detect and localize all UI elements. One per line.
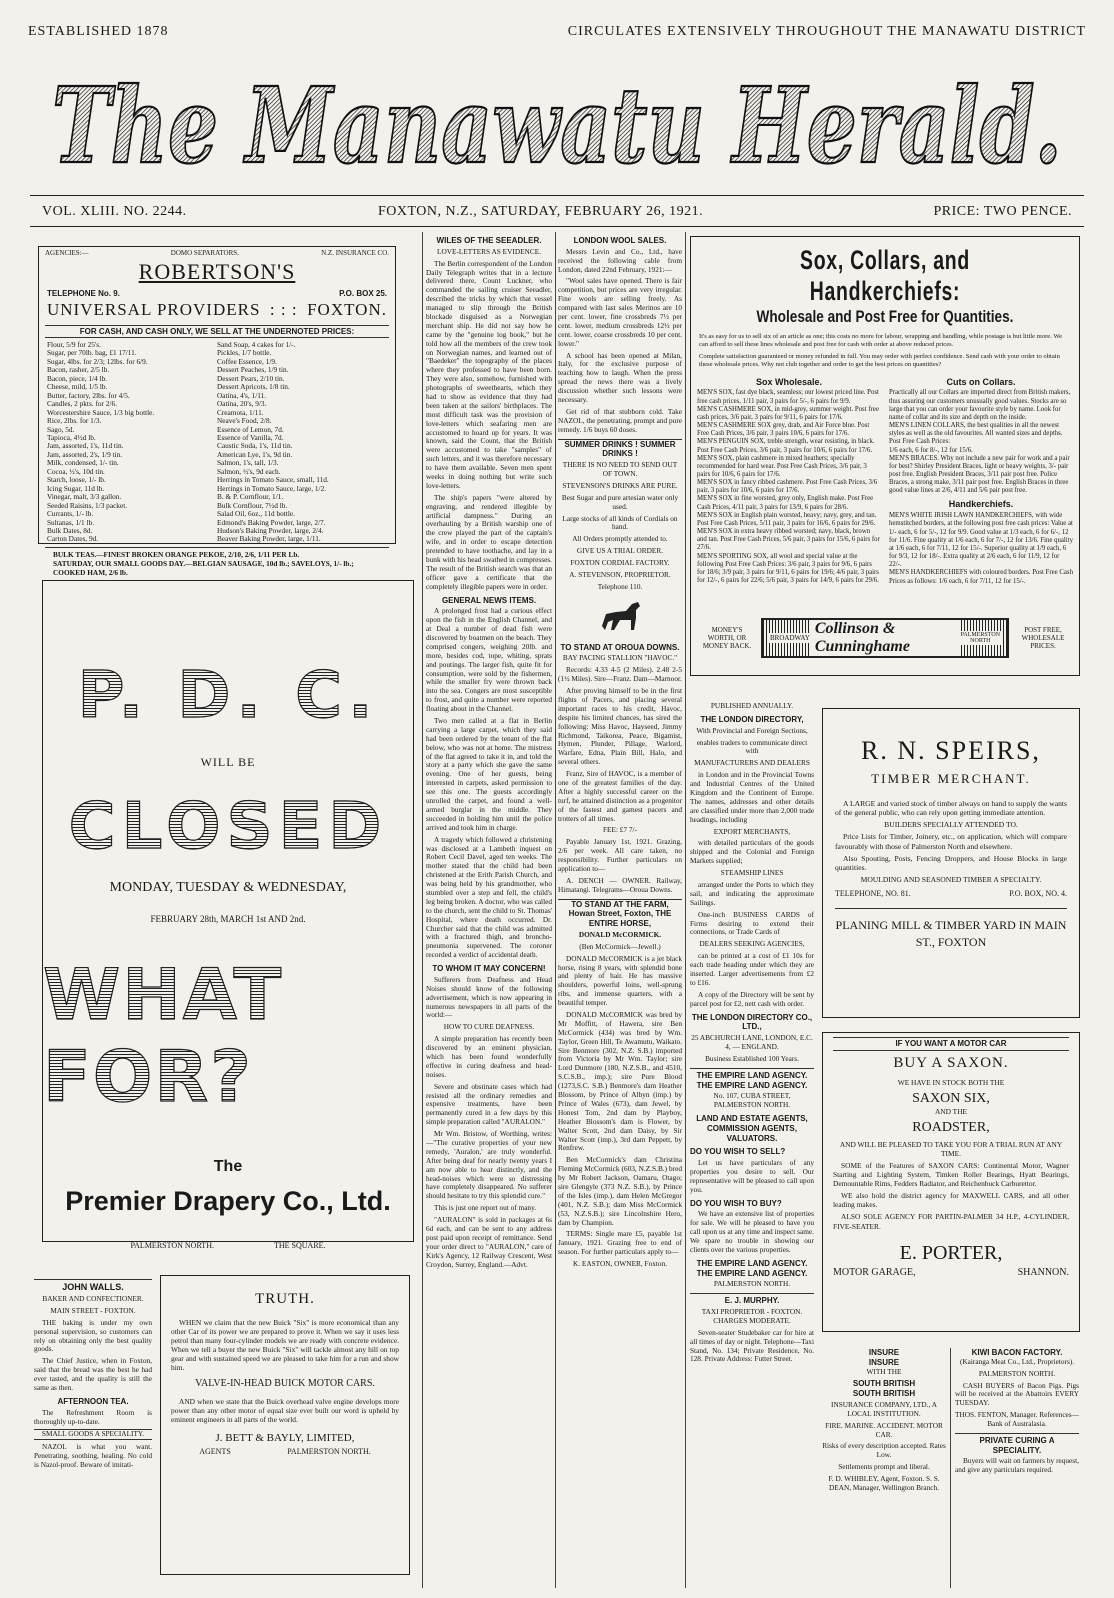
article-para: Messrs Levin and Co., Ltd., have received the following cable from London, dated 22nd February, 1921:— [558, 246, 682, 274]
ad-line: INSURANCE COMPANY, LTD., A LOCAL INSTITUTION. [831, 1399, 937, 1418]
private-curing: PRIVATE CURING A SPECIALITY. [955, 1433, 1079, 1456]
bett-bayly: J. BETT & BAYLY, LIMITED, [215, 1431, 355, 1444]
article-para: "Wool sales have opened. There is fair competition, but prices are very irregular. Fine wools are selling freely. As compared with last sales Merinos are 10 per cent. lower, fine crossbreds 7½ per cent. lower, medium crossbreds 12½ per cent. lower, coarse crossbreds 10 per cent. lower." [558, 276, 682, 348]
ad-line: PUBLISHED ANNUALLY. [710, 702, 794, 710]
planing-mill: PLANING MILL & TIMBER YARD IN MAIN ST., FOXTON [835, 908, 1067, 949]
motor-garage: MOTOR GARAGE, [833, 1266, 916, 1278]
ad-para: can be printed at a cost of £1 10s for each trade heading under which they are inserted. Larger advertisements from £2 to £16. [690, 951, 814, 987]
article-para: Get rid of that stubborn cold. Take NAZOL, the penetrating, prompt and pure remedy. 1/6 buys 60 doses. [558, 406, 682, 434]
ad-line: TAXI PROPRIETOR - FOXTON. CHARGES MODERATE. [701, 1306, 803, 1325]
article-para: After proving himself to be in the first flights of Pacers, and placing several important races to his credit, Havoc, despite his limited chances, has sired the following: Miss Havoc, Hayseed, Jimmy Richmond, Taikorea, Peace, Bigamist, Hymen, Plunder, Pillage, Warlord, Warfare, Edna, Plain Bill, Halo, and several others. [558, 686, 682, 767]
premier-drapery: Premier Drapery Co., Ltd. [65, 1186, 391, 1216]
saxon-para: WE also hold the district agency for MAXWELL CARS, and all other leading makes. [833, 1191, 1069, 1210]
south-british: SOUTH BRITISH [852, 1379, 916, 1389]
sell-heading: DO YOU WISH TO SELL? [690, 1147, 786, 1157]
ad-para: arranged under the Ports to which they sail, and indicating the approximate Sailings. [690, 880, 814, 907]
money-back: MONEY'S WORTH, OR MONEY BACK. [702, 626, 752, 650]
pdc-title: P. D. C. [77, 659, 379, 733]
ad-line: With Provincial and Foreign Sections, [696, 725, 808, 735]
column-rule [685, 232, 686, 1588]
handkerchiefs-list: MEN'S WHITE IRISH LAWN HANDKERCHIEFS, with wide hemstitched borders, at the following post free cash prices: Value at 1/- each, 6 for 5/-, 12 for 9/9. Good value at 1/3 each, 6 for 6/-, 12 for 11/6. Fine quality at 1/6 each, 6 for 7/-, 12 for 13/6. Fine quality at 1/6 each, 6 for 7/11, 12 for 15/-. Superior quality at 1/9 each, 6 for 9/3, 12 for 18/-. Extra quality at 2/6 each, 6 for 11/9, 12 for 22/-. MEN'S HANDKERCHIEFS with coloured borders. Post Free Cash Prices as follows: 1/6 each, 6 for 7/11, 12 for 15/-. [889, 512, 1073, 585]
article-para: "AURALON" is sold in packages at 6s 6d each, and can be sent to any address post paid upon receipt of remittance. Send your order direct to "AURALON," care of Kirk's Agency, 12 Railway Crescent, West Croydon, Surrey, England.—Advt. [426, 1215, 552, 1269]
speirs-trade: TIMBER MERCHANT. [871, 770, 1031, 786]
valve-heading: VALVE-IN-HEAD BUICK MOTOR CARS. [195, 1378, 375, 1390]
insure-line: INSURE [868, 1348, 900, 1357]
cash-heading: FOR CASH, AND CASH ONLY, WE SELL AT THE UNDERNOTED PRICES: [45, 325, 389, 338]
ad-para: in London and in the Provincial Towns and Industrial Centres of the United Kingdom and the Continent of Europe. The names, addresses and other details are classified under more than 2,000 trade headings, including [690, 770, 814, 824]
speirs-telephone: TELEPHONE, NO. 81. [835, 888, 911, 898]
speirs-para: Also Spouting, Posts, Fencing Droppers, and House Blocks in large quantities. [835, 853, 1067, 873]
dateline [42, 204, 1072, 226]
saxon-heading: IF YOU WANT A MOTOR CAR [833, 1037, 1069, 1051]
insurance-label: N.Z. INSURANCE CO. [321, 249, 389, 257]
ad-line: MANUFACTURERS AND DEALERS [694, 758, 810, 768]
empire-heading: THE EMPIRE LAND AGENCY. THE EMPIRE LAND AGENCY. [690, 1068, 814, 1091]
shannon: SHANNON. [1017, 1266, 1069, 1278]
collinson-logo [761, 618, 1009, 658]
afternoon-tea: AFTERNOON TEA. [57, 1396, 129, 1406]
article-para: This is just one report out of many. [434, 1203, 537, 1213]
john-walls-advert [34, 1275, 152, 1585]
ad-line: All Orders promptly attended to. [572, 534, 668, 544]
article-para: A school has been opened at Milan, Italy, for the exclusive purpose of teaching how to laugh. When the press spread the news there was a lively discussion whether such lessons were necessary. [558, 350, 682, 404]
walls-para: The Chief Justice, when in Foxton, said that the bread was the best he had ever tasted, and the quality is still the same as then. [34, 1356, 152, 1392]
ad-line: (Kairanga Meat Co., Ltd., Proprietors). [959, 1356, 1075, 1366]
owner: K. EASTON, OWNER, Foxton. [572, 1259, 668, 1269]
the-square: THE SQUARE. [273, 1241, 326, 1250]
ad-line: STEVENSON'S DRINKS ARE PURE. [562, 480, 678, 490]
article-para: Sufferers from Deafness and Head Noises should know of the following advertisement, which is now appearing in numerous newspapers in all parts of the world:— [426, 974, 552, 1020]
handkerchiefs-heading: Handkerchiefs. [948, 499, 1014, 510]
newspaper-title [40, 62, 1074, 192]
price: PRICE: TWO PENCE. [933, 204, 1072, 219]
logo-text: Collinson & Cunninghame [811, 620, 960, 656]
telephone-number: TELEPHONE No. 9. [47, 289, 120, 298]
ad-line: enables traders to communicate direct with [696, 737, 808, 756]
saxon-line: WE HAVE IN STOCK BOTH THE [897, 1078, 1005, 1088]
price-list-left: Flour, 5/9 for 25's. Sugar, per 70lb. bag, £1 17/11. Sugar, 4lbs. for 2/3; 12lbs. for 6/9. Bacon, rasher, 2/5 lb. Bacon, piece, 1/4 lb. Cheese, mild, 1/5 lb. Butter, factory, 2lbs. for 4/5. Candles, 2 pkts. for 2/6. Worcestershire Sauce, 1/3 big bottle. Rice, 2lbs. for 1/3. Sago, 5d. Tapioca, 4½d lb. Jam, assorted, 1's, 11d tin. Jam, assorted, 2's, 1/9 tin. Milk, condensed, 1/- tin. Cocoa, ½'s, 10d tin. Starch, loose, 1/- lb. Icing Sugar, 11d lb. Vinegar, malt, 3/3 gallon. Seeded Raisins, 1/3 packet. Currants, 1/- lb. Sultanas, 1/1 lb. Bulk Dates, 8d. Carton Dates, 9d. [47, 340, 155, 544]
speirs-para: Price Lists for Timber, Joinery, etc., on application, which will compare favourably with those of Palmerston North and elsewhere. [835, 832, 1067, 851]
column-rule [555, 232, 556, 1588]
ad-line: No. 107, CUBA STREET, PALMERSTON NORTH. [713, 1091, 791, 1110]
fee: FEE: £7 7/- [602, 825, 638, 835]
news-column [558, 232, 682, 1588]
circulates-text: CIRCULATES EXTENSIVELY THROUGHOUT THE MANAWATU DISTRICT [567, 24, 1086, 39]
speirs-line: MOULDING AND SEASONED TIMBER A SPECIALTY. [860, 875, 1042, 885]
ad-line: PALMERSTON NORTH. [978, 1368, 1056, 1378]
domo-label: DOMO SEPARATORS. [170, 249, 239, 257]
ad-line: THOS. FENTON, Manager. References—Bank of Australasia. [955, 1410, 1079, 1429]
article-para: TERMS: Single mare £5, payable 1st January, 1921. Grazing free to end of season. For further particulars apply to— [558, 1229, 682, 1257]
subheading: HOW TO CURE DEAFNESS. [443, 1022, 535, 1032]
ad-line: PALMERSTON NORTH. [713, 1279, 791, 1289]
article-para: Ben McCormick's dam Christina Fleming McCormick (603, N.Z.S.B.) bred by Mr Robert Jackson, Oamaru, Otago; sire Glengyle (373 N.Z. S.B.), by Prince of the Isles (imp.), dam Helen McGregor (401, N.Z. S.B.); dam Miss McCormick (53, N.Z.S.B.); sire Lincolnshire Hero, dam by Champion. [558, 1155, 682, 1227]
ad-line: Large stocks of all kinds of Cordials on hand. [562, 513, 678, 532]
article-para: DONALD McCORMICK was bred by Mr Moffitt, of Hawera, sire Ben McCormick (434) was bred by Wm. Taylor, Green Hill, Te Awamutu, Waikato. Sire Benmore (302, N.Z. S.B.) imported from Victoria by Mr Wm. Taylor; sire Lord Dunmore (180, N.Z.S.B., and 4510, S.C.S.B., imp.); sire Pure Blood (1273,S.C. S.B.) Benmore's dam Heather Blossom, by Prince of Albyn (imp.) by Prince of Wales (673), dam Jewel, by Honest Tom, 2nd dam by Playboy, Heather Blossom's dam is Flower, by Walter Scott, 2nd dam Daisy, by Sir Walter Scott (imp.), 3rd dam Peppett, by Renfrew. [558, 1010, 682, 1153]
ad-line: FOXTON CORDIAL FACTORY. [570, 558, 670, 568]
agents-label: AGENTS [199, 1447, 231, 1457]
universal-providers: UNIVERSAL PROVIDERS [47, 300, 261, 319]
place-date: FOXTON, N.Z., SATURDAY, FEBRUARY 26, 1921. [378, 204, 704, 219]
ad-line: A. STEVENSON, PROPRIETOR. [569, 569, 671, 579]
article-para: Severe and obstinate cases which had resisted all the ordinary remedies and expensive treatments, have been permanently cured in a few days by this simple preparation called "AURALON." [426, 1081, 552, 1127]
south-british: SOUTH BRITISH [852, 1389, 916, 1399]
article-para: The Berlin correspondent of the London Daily Telegraph writes that in a lecture delivered there, Count Luckner, who commanded the sailing cruiser Seeadler, described the tricks by which that vessel managed to slip through the British blockade disguised as a Norwegian merchant ship. He did not say how he came by the "genuine log book," but he told how all the members of the crew took on Norwegian names, and learned out of "Baedeker" the topography of the places where they professed to have been born. They were also, somehow, furnished with photographs of sweethearts, which they had to show as evidence that they had been taken at the sailors' birthplaces. The most difficult task was the provision of love-letters which seafaring men are accustomed to hoard up for years. It was known, said the Count, that the British were accustomed to take "samples" of such letters, and it was therefore necessary to have them available. Seven men spent weeks in doing nothing but write such love-letters. [426, 258, 552, 490]
seeadler-heading: WILES OF THE SEEADLER. [436, 236, 542, 245]
sox-subtitle: Wholesale and Post Free for Quantities. [756, 307, 1014, 326]
ad-line: Telephone 110. [597, 581, 643, 591]
sox-intro: It's as easy for us to sell six of an article as one; this costs no more for labour, wrapping and handling, while postage is but little more. We can afford to sell these lines wholesale and post free for cash with order at above reduced prices. [699, 333, 1063, 348]
insurance-advert [822, 1348, 946, 1588]
ad-para: Let us have particulars of any properties you desire to sell. Our representative will be pleased to call upon you. [690, 1158, 814, 1194]
kiwi-advert [955, 1348, 1079, 1588]
saxon-six: SAXON SIX, [912, 1091, 990, 1107]
article-para: DONALD McCORMICK is a jet black horse, rising 8 years, with splendid bone and plenty of hair. He has massive shoulders, powerful loins, well-sprung ribs, and immense quarters, with a beautiful temper. [558, 953, 682, 1008]
article-para: Mr Wm. Bristow, of Worthing, writes:—"The curative properties of your new remedy, 'Auralon,' are truly wonderful. After being deaf for nearly twenty years I am now able to hear distinctly, and the head-noises which were so distressing have completely disappeared. No sufferer should hesitate to try this splendid cure." [426, 1129, 552, 1201]
ad-para: Buyers will wait on farmers by request, and give any particulars required. [955, 1456, 1079, 1475]
murphy-name: E. J. MURPHY. [690, 1293, 814, 1306]
wool-sales-heading: LONDON WOOL SALES. [573, 236, 667, 245]
speirs-pobox: P.O. BOX, NO. 4. [1009, 888, 1067, 898]
buy-heading: DO YOU WISH TO BUY? [690, 1198, 782, 1208]
pdc-advert [42, 580, 414, 1250]
walls-trade: BAKER AND CONFECTIONER. [42, 1293, 144, 1303]
colons: : : : [269, 300, 298, 319]
collars-heading: Cuts on Collars. [946, 376, 1016, 387]
speirs-name: R. N. SPEIRS, [861, 736, 1041, 765]
article-para: The ship's papers "were altered by engraving, and rendered illegible by artificial dampness." During an overhauling by a British warship one of the crew played the part of the captain's wife, and in order to escape detection pretended to have toothache, and lay in a bunk with his head swathed in compresses. The result of the British search was that an officer gave a certificate that the completely illegible papers were in order. [426, 492, 552, 591]
truth-title: TRUTH. [255, 1291, 315, 1307]
directory-column [690, 702, 814, 1590]
horse-name: DONALD McCORMICK. [578, 929, 662, 939]
ad-line: WITH THE [866, 1366, 902, 1376]
farm-heading: TO STAND AT THE FARM, Howan Street, Foxton, THE ENTIRE HORSE, [558, 899, 682, 929]
directory-company: THE LONDON DIRECTORY CO., LTD., [691, 1012, 813, 1032]
ad-line: Risks of every description accepted. Rates Low. [822, 1441, 946, 1460]
article-para: A tragedy which followed a christening was disclosed at a Lambeth inquest on Robert Cecil Davel, aged ten weeks. The mother stated that the child had been christened at the Erith Parish Church, and was being held by his grandmother, who stumbled over a step and fell, the child's leg being broken. A doctor, who was called to the church, sent the child to St. Thomas' Hospital, where death occurred. Dr. Churcher said that the child was admitted with a fractured thigh, and broncho-pneumonia supervened. The coroner recorded a verdict of accidental death. [426, 834, 552, 960]
saxon-para: SOME of the Features of SAXON CARS: Continental Motor, Wagner Starting and Lighting System, Timken Roller Bearings, Hyatt Bearings, Demountable Rims, Fedders Radiator, and Reichenbuck Carburettor. [833, 1161, 1069, 1189]
palmerston-north: PALMERSTON NORTH. [130, 1241, 214, 1250]
sox-title: Sox, Collars, and Handkerchiefs: [800, 245, 970, 306]
closed-title: CLOSED [68, 790, 388, 864]
ad-para: with detailed particulars of the goods shipped and the Colonial and Foreign Markets supplied; [690, 838, 814, 866]
ad-para: CASH BUYERS of Bacon Pigs. Pigs will be received at the Abattoirs EVERY TUESDAY. [955, 1380, 1079, 1408]
empire-heading: THE EMPIRE LAND AGENCY. THE EMPIRE LAND AGENCY. [696, 1258, 808, 1278]
article-para: A prolonged frost had a curious effect upon the fish in the English Channel, and at Deal a number of dead fish were discovered by boatmen on the beach. They comprised congers, weighing 20lb. and more, besides cod, tope, whiting, sprats and poutings. The larger fish, quite fit for consumption, were sold by the fishermen, while the smaller fry were thrown back into the sea. Congers are most susceptible to frost, and quite a number were reported floating about in the Channel. [426, 606, 552, 714]
small-goods: SATURDAY, OUR SMALL GOODS DAY.—BELGIAN SAUSAGE, 10d lb.; SAVELOYS, 1/- lb.; COOKED HAM, 2/6 lb. [53, 558, 354, 577]
closed-days: MONDAY, TUESDAY & WEDNESDAY, [109, 880, 347, 895]
insure-line: INSURE [868, 1357, 900, 1367]
ad-para: One-inch BUSINESS CARDS of Firms desiring to extend their connections, or Trade Cards of [690, 909, 814, 937]
subheading: LOVE-LETTERS AS EVIDENCE. [437, 246, 541, 256]
robertsons-advert [38, 246, 396, 577]
saxon-line: AND THE [934, 1107, 968, 1117]
speirs-advert [822, 708, 1080, 1018]
ad-line: 25 ABCHURCH LANE, LONDON, E.C. 4, — ENGLAND. [691, 1033, 813, 1051]
ad-line: F. D. WHIBLEY, Agent, Foxton. S. S. DEAN, Manager, Wellington Branch. [828, 1474, 940, 1493]
saxon-para: ALSO SOLE AGENCY FOR PARTIN-PALMER 34 H.P., 4-CYLINDER, FIVE-SEATER. [833, 1212, 1069, 1231]
palmerston-north: PALMERSTON NORTH. [287, 1447, 371, 1457]
column-rule [950, 1348, 951, 1588]
saxon-line: AND WILL BE PLEASED TO TAKE YOU FOR A TRIAL RUN AT ANY TIME. [839, 1140, 1063, 1159]
small-goods-speciality: SMALL GOODS A SPECIALITY. [34, 1429, 152, 1440]
column-rule [422, 232, 423, 1588]
ad-line: EXPORT MERCHANTS, [713, 826, 791, 836]
article-para: Two men called at a flat in Berlin carrying a large carpet, which they said had been ordered by the tenant of the flat below, who was not at home. The mistress of the flat agreed to take it in, and told the story at a party which she gave the same evening. One of her guests, being interested in carpets, asked permission to see this one. The guests accordingly unrolled the carpet, and found a well-armed burglar in the middle. They succeeded in holding him until the police arrived and took him in charge. [426, 716, 552, 832]
po-box: P.O. BOX 25. [339, 289, 387, 298]
sox-wholesale-heading: Sox Wholesale. [755, 376, 823, 387]
concern-heading: TO WHOM IT MAY CONCERN! [432, 964, 546, 974]
news-column [426, 232, 552, 1588]
closed-dates: FEBRUARY 28th, MARCH 1st AND 2nd. [150, 914, 306, 924]
directory-heading: THE LONDON DIRECTORY, [700, 714, 804, 724]
title-text: The Manawatu Herald. [52, 64, 1062, 187]
ad-line: GIVE US A TRIAL ORDER. [576, 546, 664, 556]
empire-sub: LAND AND ESTATE AGENTS, COMMISSION AGENTS, VALUATORS. [696, 1114, 808, 1143]
agencies-label: AGENCIES:— [45, 249, 89, 257]
article-para: Records: 4.33 4-5 (2 Miles). 2.48 2-5 (1½ Miles). Sire—Franz. Dam—Marnoor. [558, 665, 682, 684]
stallion-name: BAY PACING STALLION "HAVOC." [562, 653, 678, 663]
ad-para: A copy of the Directory will be sent by parcel post for £2, nett cash with order. [690, 989, 814, 1008]
general-news-heading: GENERAL NEWS ITEMS. [441, 595, 537, 605]
truth-para: AND when we state that the Buick overhead valve engine develops more power than any other motor of equal size ever built our word is upheld by eminent engineers in all parts of the world. [171, 1396, 399, 1424]
speirs-para: A LARGE and varied stock of timber always on hand to supply the wants of the general public, who can rely upon getting immediate attention. [835, 798, 1067, 817]
horse-icon [558, 596, 682, 639]
walls-para: The Refreshment Room is thoroughly up-to-date. [34, 1407, 152, 1426]
kiwi-heading: KIWI BACON FACTORY. [971, 1348, 1063, 1357]
horse-pedigree: (Ben McCormick—Jewell.) [579, 941, 661, 951]
what-for: WHAT FOR? [43, 954, 413, 1118]
ad-para: Seven-seater Studebaker car for hire at all times of day or night. Telephone—Taxi Stand, No. 134; Private Residence, No. 128. Private Address: Futter Street. [690, 1327, 814, 1364]
walls-para: THE baking is under my own personal supervision, so customers can rely on obtaining only the best quality goods. [34, 1317, 152, 1354]
article-para: A. DENCH — OWNER. Railway, Himatangi. Telegrams—Oroua Downs. [558, 875, 682, 894]
robertsons-name: ROBERTSON'S [138, 259, 296, 284]
ad-line: FIRE. MARINE. ACCIDENT. MOTOR CAR. [825, 1420, 943, 1439]
dateline-rule [30, 226, 1084, 227]
price-list-right: Sand Soap, 4 cakes for 1/-. Pickles, 1/7 bottle. Coffee Essence, 1/9. Dessert Peaches, 1/9 tin. Dessert Pears, 2/10 tin. Dessert Apricots, 1/8 tin. Oatina, 4's, 1/11. Oatina, 20's, 9/3. Creamota, 1/11. Neave's Food, 2/8. Essence of Lemon, 7d. Essence of Vanilla, 7d. Caustic Soda, 1's, 11d tin. American Lye, 1's, 9d tin. Salmon, 1's, tall, 1/3. Salmon, ½'s, 9d each. Herrings in Tomato Sauce, small, 11d. Herrings in Tomato Sauce, large, 1/2. B. & P. Cornflour, 1/1. Bulk Cornflour, 7½d lb. Salad Oil, 6oz., 11d bottle. Edmond's Baking Powder, large, 2/7. Hudson's Baking Powder, large, 2/4. Beaver Baking Powder, large, 1/11. [217, 340, 329, 544]
sox-advert [690, 236, 1080, 676]
oroua-heading: TO STAND AT OROUA DOWNS. [560, 642, 680, 652]
will-be: WILL BE [200, 755, 256, 769]
ad-line: Settlements prompt and liberal. [838, 1462, 930, 1472]
bulk-teas: BULK TEAS.—FINEST BROKEN ORANGE PEKOE, 2/10, 2/6, 1/11 PER Lb. [53, 549, 300, 559]
volume-number: VOL. XLIII. NO. 2244. [42, 204, 187, 219]
ad-line: DEALERS SEEKING AGENCIES, [699, 939, 805, 949]
broadway-label: BROADWAY [770, 634, 810, 642]
article-para: Payable January 1st, 1921. Grazing, 2/6 per week. All care taken, no responsibility. Further particulars on application to— [558, 837, 682, 873]
saxon-advert [822, 1032, 1080, 1332]
walls-address: MAIN STREET - FOXTON. [50, 1305, 136, 1315]
article-para: A simple preparation has recently been discovered by an eminent physician, which has been found wonderfully effective in curing deafness and head-noises. [426, 1034, 552, 1079]
top-rule [30, 195, 1084, 196]
sox-list: MEN'S SOX, fast dye black, seamless; our lowest priced line. Post free cash prices, 1/11 pair, 3 pairs for 5/-, 6 pairs for 9/9. MEN'S CASHMERE SOX, in mid-grey, summer weight. Post free cash prices, 3/6 pair, 3 pairs for 9/11, 6 pairs for 17/6. MEN'S CASHMERE SOX grey, drab, and Air Force blue. Post Free Cash Prices, 3/6 pair, 3 pairs 10/6, 6 pairs for 17/6. MEN'S PENGUIN SOX, treble strength, wear resisting, in black. Post Free Cash Prices, 3/6 pair, 3 pairs for 10/6, 6 pairs for 17/6. MEN'S SOX, plain cashmere in mixed heathers; specially recommended for hard wear. Post Free Cash Prices, 3/6 pair, 3 pairs for 10/6, 6 pairs for 17/6. MEN'S SOX in fancy ribbed cashmere. Post Free Cash Prices, 3/6 pair, 3 pairs for 10/6, 6 pairs for 17/6. MEN'S SOX in fine worsted, grey only, English make. Post Free Cash Prices, 4/11 pair, 3 pairs for 13/9, 6 pairs for 28/6. MEN'S SOX in English plain worsted, heavy; navy, grey, and tan. Post Free Cash Prices, 5/11 pair, 3 pairs for 16/6, 6 pairs for 29/6. MEN'S SOX in extra heavy ribbed worsted; navy, black, brown and tan. Post Free Cash Prices, 5/6 pair, 3 pairs for 15/6, 6 pairs for 27/6. MEN'S SPORTING SOX, all wool and special value at the following Post Free Cash Prices: 3/6 pair, 3 pairs for 9/6, 6 pairs for 18/6; 3/9 pair, 3 pairs for 9/11, 6 pairs for 19/6; 4/6 pair, 3 pairs for 12/-, 6 pairs for 22/6; 5/6 pair, 3 pairs for 14/9, 6 pairs for 29/6. [697, 389, 880, 585]
truth-para: WHEN we claim that the new Buick "Six" is more economical than any other Car of its power we are prepared to prove it. When we say it uses less petrol than many four-cylinder models we are ready with concrete evidence. When we tell a buyer the new Buick "Six" will tackle almost any hill on top gear and with sustained speed we are pleased to take him for a run and show him. [171, 1318, 399, 1373]
buy-saxon: BUY A SAXON. [893, 1054, 1009, 1071]
collars-list: Practically all our Collars are imported direct from British makers, thus assuring our customers unusually good values. Stocks are so large that you can order your favourite style by name. Look for name of collar and its size and depth on the inside. MEN'S LINEN COLLARS, the best qualities in all the newest styles as well as the old favourites. All wanted sizes and depths. Post Free Cash Prices: 1/6 each, 6 for 8/-, 12 for 15/6. MEN'S BRACES. Why not include a new pair for work and a pair for best? Shirley President Braces, light or heavy weights, 3/- pair post free. English President Braces, 3/11 pair post free. Police Braces, a strong make, 3/11 pair post free. English Braces in three good value lines at 2/6, 4/11 and 5/6 pair post free. [889, 389, 1071, 495]
nazol-text: NAZOL is what you want. Penetrating, soothing, healing. No cold is Nazol-proof. Beware of imitati- [34, 1442, 152, 1470]
ad-line: Business Established 100 Years. [705, 1053, 799, 1063]
ad-line: THERE IS NO NEED TO SEND OUT OF TOWN. [562, 460, 678, 478]
speirs-line: BUILDERS SPECIALLY ATTENDED TO. [884, 820, 1018, 830]
porter-name: E. PORTER, [899, 1241, 1003, 1264]
established-text: ESTABLISHED 1878 [28, 24, 169, 39]
summer-drinks-heading: SUMMER DRINKS ! SUMMER DRINKS ! [558, 439, 682, 460]
article-para: Franz, Sire of HAVOC, is a member of one of the greatest families of the day. After a highly successful career on the turf, he attained distinction as a progenitor of the fastest and gamest pacers and trotters of all times. [558, 769, 682, 823]
roadster: ROADSTER, [912, 1120, 990, 1136]
ad-line: Best Sugar and pure artesian water only used. [561, 492, 679, 511]
sox-intro: Complete satisfaction guaranteed or money refunded in full. You may order with perfect confidence. Send cash with your order to obtain these wholesale prices. Why not club together and order to get the best prices on quantities? [699, 352, 1060, 368]
the-label: The [213, 1158, 243, 1175]
walls-name: JOHN WALLS. [34, 1279, 152, 1293]
north-label: PALMERSTON NORTH [960, 632, 1000, 644]
buick-advert [160, 1275, 410, 1575]
post-free: POST FREE, WHOLESALE PRICES. [1021, 626, 1065, 650]
title-logo [40, 62, 1074, 192]
ad-para: We have an extensive list of properties for sale. We will be pleased to have you call upon us at any time and inspect same. We spare no trouble in showing our clients over the various properties. [690, 1209, 814, 1254]
masthead-top-line [28, 24, 1086, 46]
ad-line: STEAMSHIP LINES [720, 868, 784, 878]
foxton-label: FOXTON. [307, 300, 387, 319]
